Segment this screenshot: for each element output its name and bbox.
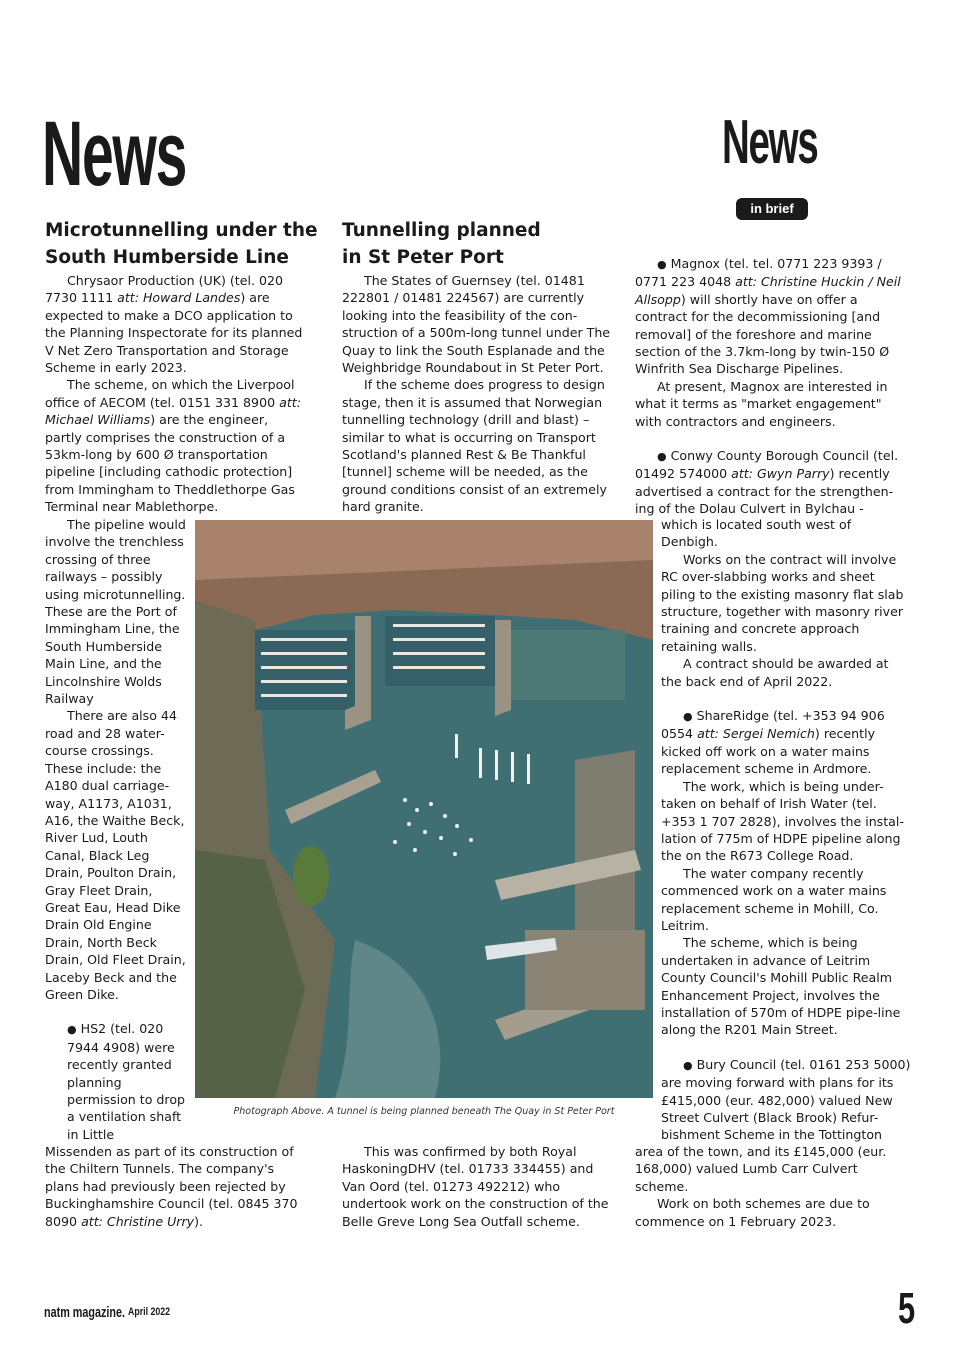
brief-column-bottom — [635, 1143, 905, 1230]
brief-paragraph: At present, Magnox are interested in what it terms as "market engagement" with contractors and engineers. — [635, 378, 888, 429]
article1-title — [45, 217, 318, 271]
shareridge-item: ● ShareRidge (tel. +353 94 906 0554 att: Sergei Nemich) recently kicked off work on a water mains replacement scheme in Ardmore. — [661, 707, 911, 778]
in-brief-badge: in brief — [736, 198, 808, 220]
conwy-item: ● Conwy County Borough Council (tel. 01492 574000 att: Gwyn Parry) recently advertised a contract for the strengthen-ing of the Dolau Culvert in Bylchau - — [635, 447, 905, 518]
article2-body-bottom — [342, 1143, 620, 1230]
page-number: 5 — [898, 1284, 916, 1333]
masthead-news-right: News — [722, 108, 818, 177]
issue-date: April 2022 — [128, 1306, 171, 1318]
magazine-brand: natm magazine. — [44, 1304, 126, 1321]
magnox-item: ● Magnox (tel. tel. 0771 223 9393 / 0771 223 4048 att: Christine Huckin / Neil Allsopp) will shortly have on offer a contract for the decommissioning [and removal] of the foreshore and marine section of the 3.7km-long by twin-150 Ø Winfrith Sea Discharge Pipelines. — [635, 255, 905, 378]
brief-paragraph: Works on the contract will involve RC over-slabbing works and sheet piling to the existing masonry flat slab structure, together with masonry river training and concrete approach retaining walls. — [661, 551, 904, 654]
article2-title — [342, 217, 541, 271]
photo-caption: Photograph Above. A tunnel is being planned beneath The Quay in St Peter Port — [233, 1106, 615, 1117]
article1-paragraph: Missenden as part of its construction of the Chiltern Tunnels. The company's plans had previously been rejected by Buckinghamshire Council (tel. 0845 370 8090 att: Christine Urry). — [45, 1144, 298, 1229]
article1-paragraph: The pipeline would involve the trenchless crossing of three railways – possibly using microtunnelling. These are the Port of Immingham Line, the South Humberside Main Line, and the Lincolnshire Wolds Railway — [45, 517, 186, 707]
article1-title-line1: Microtunnelling under the — [45, 220, 318, 241]
bury-item: ● Bury Council (tel. 0161 253 5000) are moving forward with plans for its £415,000 (eur. 482,000) valued New Street Culvert (Black Brook) Refur-bishment Scheme in the Tottington — [661, 1056, 911, 1144]
article1-paragraph: The scheme, on which the Liverpool office of AECOM (tel. 0151 331 8900 att: Michael Williams) are the engineer, partly comprises the construction of a 53km-long by 600 Ø transportation pipeline [including cathodic protection] from Immingham to Theddlethorpe Gas Terminal near Mablethorpe. — [45, 377, 301, 515]
article2-title-line1: Tunnelling planned — [342, 220, 541, 241]
article1-body-bottom — [45, 1143, 307, 1230]
brief-column-narrow — [661, 516, 911, 1144]
article1-paragraph: There are also 44 road and 28 water-course crossings. These include: the A180 dual carriage-way, A1173, A1031, A16, the Waithe Beck, River Lud, Louth Canal, Black Leg Drain, Poulton Drain, Gray Fleet Drain, Great Eau, Head Dike Drain Old Engine Drain, North Beck Drain, Old Fleet Drain, Laceby Beck and the Green Dike. — [45, 708, 186, 1002]
masthead-news-left: News — [42, 103, 187, 205]
article2-paragraph: This was confirmed by both Royal HaskoningDHV (tel. 01733 334455) and Van Oord (tel. 01273 492212) who undertook work on the construction of the Belle Greve Long Sea Outfall scheme. — [342, 1144, 609, 1229]
brief-column-top — [635, 255, 905, 518]
article1-title-line2: South Humberside Line — [45, 247, 289, 268]
brief-paragraph: The scheme, which is being undertaken in advance of Leitrim County Council's Mohill Public Realm Enhancement Project, involves the installation of 570m of HDPE pipe-line along the R201 Main Street. — [661, 935, 901, 1038]
brief-paragraph: area of the town, and its £145,000 (eur. 168,000) valued Lumb Carr Culvert scheme. — [635, 1144, 887, 1194]
brief-paragraph: The work, which is being under-taken on behalf of Irish Water (tel. +353 1 707 2828), involves the instal-lation of 775m of HDPE pipeline along the on the R673 College Road. — [661, 778, 904, 864]
article1-body-narrow — [45, 516, 187, 1143]
brief-paragraph: Work on both schemes are due to commence on 1 February 2023. — [635, 1196, 870, 1229]
hs2-item: ● HS2 (tel. 020 7944 4908) were recently granted planning permission to drop a ventilation shaft in Little — [45, 1020, 187, 1143]
article1-paragraph: Chrysaor Production (UK) (tel. 020 7730 1111 att: Howard Landes) are expected to make a DCO application to the Planning Inspectorate for its planned V Net Zero Transportation and Storage Scheme in early 2023. — [45, 273, 303, 376]
article2-body-top — [342, 272, 620, 516]
article2-paragraph: If the scheme does progress to design stage, then it is assumed that Norwegian tunnelling technology (drill and blast) – similar to what is occurring on Transport Scotland's planned Rest & Be Thankful [tunnel] scheme will be needed, as the ground conditions consist of an extremely hard granite. — [342, 377, 607, 515]
article1-body-top — [45, 272, 307, 516]
article2-paragraph: The States of Guernsey (tel. 01481 222801 / 01481 224567) are currently looking into the feasibility of the con-struction of a 500m-long tunnel under The Quay to link the South Esplanade and the Weighbridge Roundabout in St Peter Port. — [342, 273, 611, 376]
brief-paragraph: which is located south west of Denbigh. — [661, 517, 852, 550]
harbour-aerial-photo — [195, 520, 653, 1098]
brief-paragraph: A contract should be awarded at the back end of April 2022. — [661, 656, 889, 689]
article2-title-line2: in St Peter Port — [342, 247, 504, 268]
brief-paragraph: The water company recently commenced work on a water mains replacement scheme in Mohill, Co. Leitrim. — [661, 865, 887, 933]
